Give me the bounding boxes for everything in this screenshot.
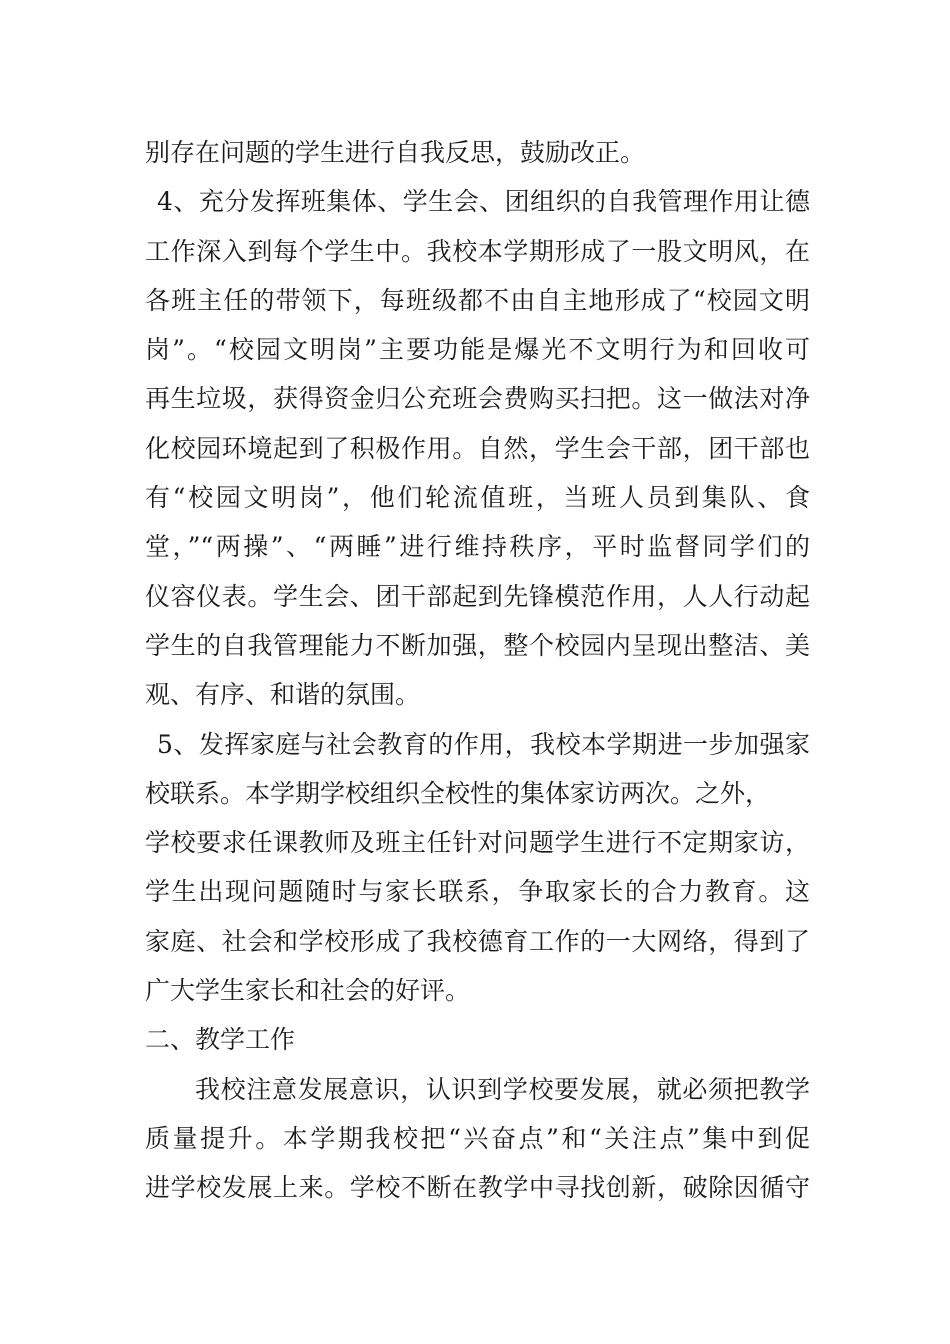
text-line: 化校园环境起到了积极作用。自然，学生会干部，团干部也: [145, 433, 810, 463]
text-line: 别存在问题的学生进行自我反思，鼓励改正。: [145, 138, 646, 167]
text-line: 我校注意发展意识，认识到学校要发展，就必须把教学: [195, 1074, 810, 1104]
text-line: 校联系。本学期学校组织全校性的集体家访两次。之外，: [145, 778, 771, 808]
document-body: [145, 128, 810, 1213]
text-line: 各班主任的带领下，每班级都不由自主地形成了“校园文明: [145, 285, 810, 315]
text-line: 仪容仪表。学生会、团干部起到先锋模范作用，人人行动起: [145, 581, 810, 611]
text-line: 再生垃圾，获得资金归公充班会费购买扫把。这一做法对净: [145, 384, 810, 414]
text-line: 5、发挥家庭与社会教育的作用，我校本学期进一步加强家: [157, 729, 810, 759]
text-line: 岗”。“校园文明岗”主要功能是爆光不文明行为和回收可: [145, 335, 810, 365]
text-line: 学校要求任课教师及班主任针对问题学生进行不定期家访，: [145, 828, 810, 858]
text-line: 家庭、社会和学校形成了我校德育工作的一大网络，得到了: [145, 926, 810, 956]
section-heading: 二、教学工作: [145, 1025, 296, 1055]
text-line: 工作深入到每个学生中。我校本学期形成了一股文明风，在: [145, 236, 810, 266]
text-line: 观、有序、和谐的氛围。: [145, 680, 421, 710]
text-line: 广大学生家长和社会的好评。: [145, 976, 471, 1006]
text-line: 4、充分发挥班集体、学生会、团组织的自我管理作用让德: [157, 187, 810, 217]
text-line: 有“校园文明岗”，他们轮流值班，当班人员到集队、食: [145, 483, 810, 513]
text-line: 学生的自我管理能力不断加强，整个校园内呈现出整洁、美: [145, 630, 810, 660]
text-line: 进学校发展上来。学校不断在教学中寻找创新，破除因循守: [145, 1173, 810, 1203]
text-line: 堂，”“两操”、“两睡”进行维持秩序，平时监督同学们的: [145, 532, 810, 562]
text-line: 学生出现问题随时与家长联系，争取家长的合力教育。这: [145, 877, 810, 907]
text-line: 质量提升。本学期我校把“兴奋点”和“关注点”集中到促: [145, 1123, 810, 1153]
